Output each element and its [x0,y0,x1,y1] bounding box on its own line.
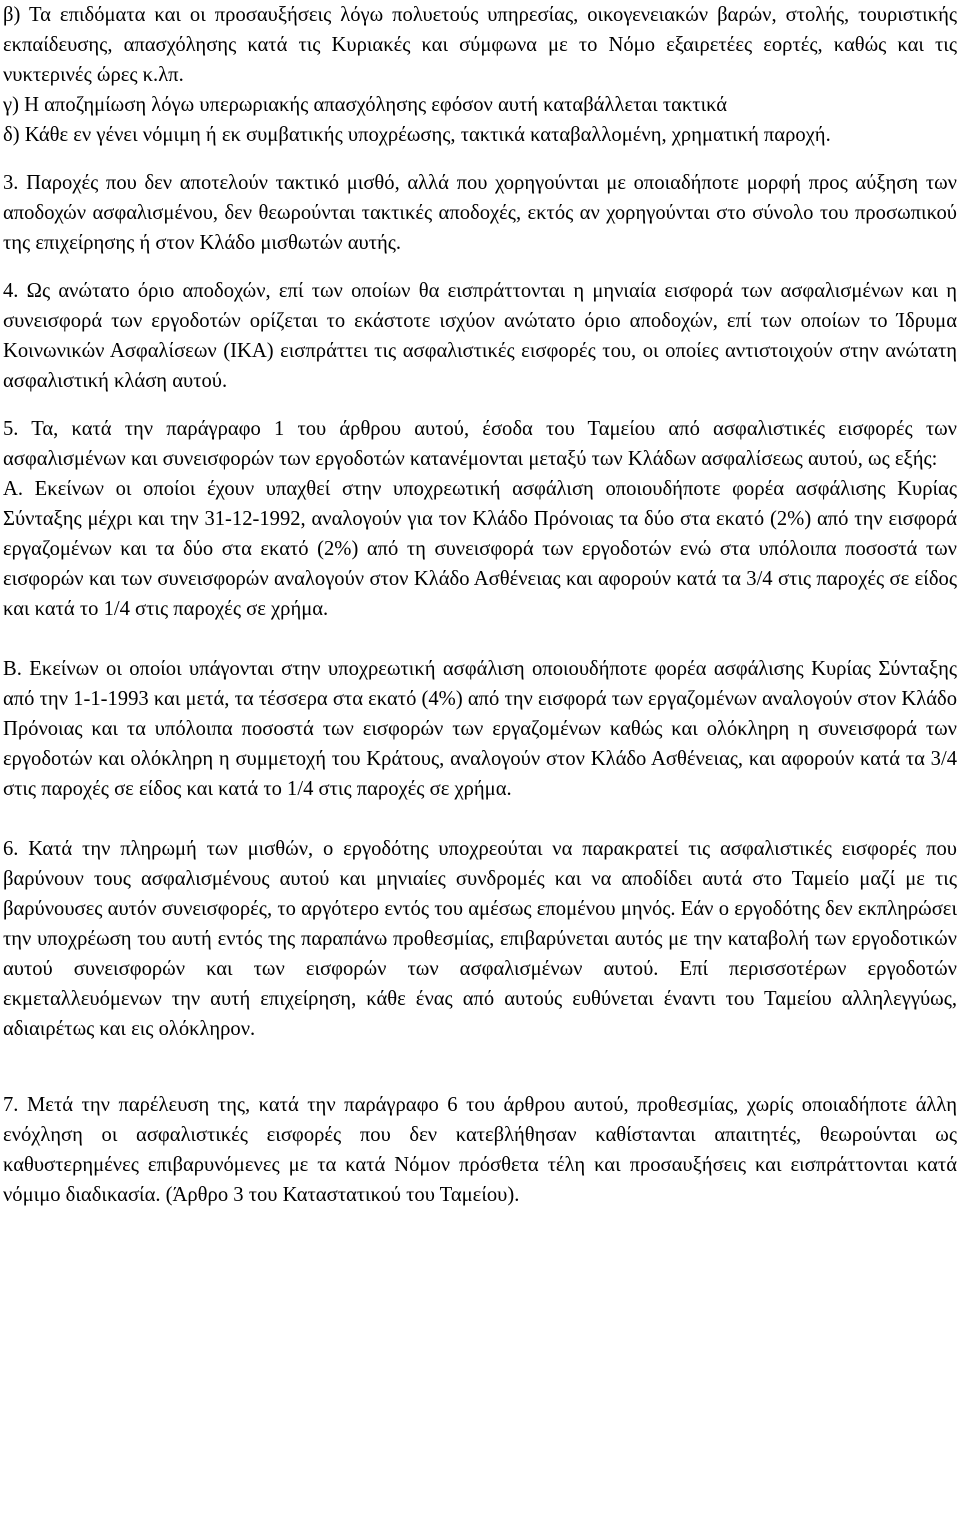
spacer [3,804,957,834]
spacer [3,258,957,276]
paragraph-5-b: Β. Εκείνων οι οποίοι υπάγονται στην υποχρεωτική ασφάλιση οποιουδήποτε φορέα ασφάλισης Κυρίας Σύνταξης από την 1-1-1993 και μετά, τα τέσσερα στα εκατό (4%) από την εισφορά των εργαζομένων αναλογούν στον Κλάδο Πρόνοιας και τα υπόλοιπα ποσοστά των εισφορών των εργαζομένων καθώς και ολόκληρη η συνεισφορά των εργοδοτών και ολόκληρη η συμμετοχή του Κράτους, αναλογούν στον Κλάδο Ασθένειας, και αφορούν κατά τα 3/4 στις παροχές σε είδος και κατά το 1/4 στις παροχές σε χρήμα. [3,658,957,800]
spacer [3,396,957,414]
paragraph-4: 4. Ως ανώτατο όριο αποδοχών, επί των οποίων θα εισπράττονται η μηνιαία εισφορά των ασφαλισμένων και η συνεισφορά των εργοδοτών ορίζεται το εκάστοτε ισχύον ανώτατο όριο αποδοχών, επί των οποίων το Ίδρυμα Κοινωνικών Ασφαλίσεων (ΙΚΑ) εισπράττει τις ασφαλιστικές εισφορές του, οι οποίες αντιστοιχούν στην ανώτατη ασφαλιστική κλάση αυτού. [3,280,957,392]
paragraph-5-a: Α. Εκείνων οι οποίοι έχουν υπαχθεί στην υποχρεωτική ασφάλιση οποιουδήποτε φορέα ασφάλισης Κυρίας Σύνταξης μέχρι και την 31-12-1992, αναλογούν για τον Κλάδο Πρόνοιας τα δύο στα εκατό (2%) από την εισφορά εργαζομένων και τα δύο στα εκατό (2%) από τη συνεισφορά των εργοδοτών ενώ στα υπόλοιπα ποσοστά των εισφορών και των συνεισφορών αναλογούν στον Κλάδο Ασθένειας και αφορούν κατά τα 3/4 στις παροχές σε είδος και κατά το 1/4 στις παροχές σε χρήμα. [3,478,957,620]
document-page [3,0,957,1210]
spacer [3,150,957,168]
spacer [3,1044,957,1090]
paragraph-6: 6. Κατά την πληρωμή των μισθών, ο εργοδότης υποχρεούται να παρακρατεί τις ασφαλιστικές εισφορές που βαρύνουν τους ασφαλισμένους αυτού και μηνιαίες συνδρομές και να αποδίδει αυτά στο Ταμείο μαζί με τις βαρύνουσες αυτόν συνεισφορές, το αργότερο εντός του αμέσως επομένου μηνός. Εάν ο εργοδότης δεν εκπληρώσει την υποχρέωση του αυτή εντός της παραπάνω προθεσμίας, επιβαρύνεται αυτός με την καταβολή των εργοδοτικών αυτού συνεισφορών και των εισφορών των ασφαλισμένων αυτού. Επί περισσοτέρων εργοδοτών εκμεταλλευόμενων την αυτή επιχείρηση, κάθε ένας από αυτούς ευθύνεται έναντι του Ταμείου αλληλεγγύως, αδιαιρέτως και εις ολόκληρον. [3,838,957,1040]
paragraph-beta: β) Τα επιδόματα και οι προσαυξήσεις λόγω πολυετούς υπηρεσίας, οικογενειακών βαρών, στολής, τουριστικής εκπαίδευσης, απασχόλησης κατά τις Κυριακές και σύμφωνα με το Νόμο εξαιρετέες εορτές, καθώς και τις νυκτερινές ώρες κ.λπ. [3,4,957,86]
paragraph-3: 3. Παροχές που δεν αποτελούν τακτικό μισθό, αλλά που χορηγούνται με οποιαδήποτε μορφή προς αύξηση των αποδοχών ασφαλισμένου, δεν θεωρούνται τακτικές αποδοχές, εκτός αν χορηγούνται στο σύνολο του προσωπικού της επιχείρησης ή στον Κλάδο μισθωτών αυτής. [3,172,957,254]
spacer [3,624,957,654]
paragraph-gamma: γ) Η αποζημίωση λόγω υπερωριακής απασχόλησης εφόσον αυτή καταβάλλεται τακτικά [3,94,728,116]
paragraph-5: 5. Τα, κατά την παράγραφο 1 του άρθρου αυτού, έσοδα του Ταμείου από ασφαλιστικές εισφορές των ασφαλισμένων και συνεισφορών των εργοδοτών κατανέμονται μεταξύ των Κλάδων ασφαλίσεως αυτού, ως εξής: [3,418,957,470]
paragraph-delta: δ) Κάθε εν γένει νόμιμη ή εκ συμβατικής υποχρέωσης, τακτικά καταβαλλομένη, χρηματική παροχή. [3,124,831,146]
paragraph-7: 7. Μετά την παρέλευση της, κατά την παράγραφο 6 του άρθρου αυτού, προθεσμίας, χωρίς οποιαδήποτε άλλη ενόχληση οι ασφαλιστικές εισφορές που δεν κατεβλήθησαν καθίστανται απαιτητές, θεωρούνται ως καθυστερημένες επιβαρυνόμενες με τα κατά Νόμον πρόσθετα τέλη και προσαυξήσεις και εισπράττονται κατά νόμιμο διαδικασία. (Άρθρο 3 του Καταστατικού του Ταμείου). [3,1094,957,1206]
